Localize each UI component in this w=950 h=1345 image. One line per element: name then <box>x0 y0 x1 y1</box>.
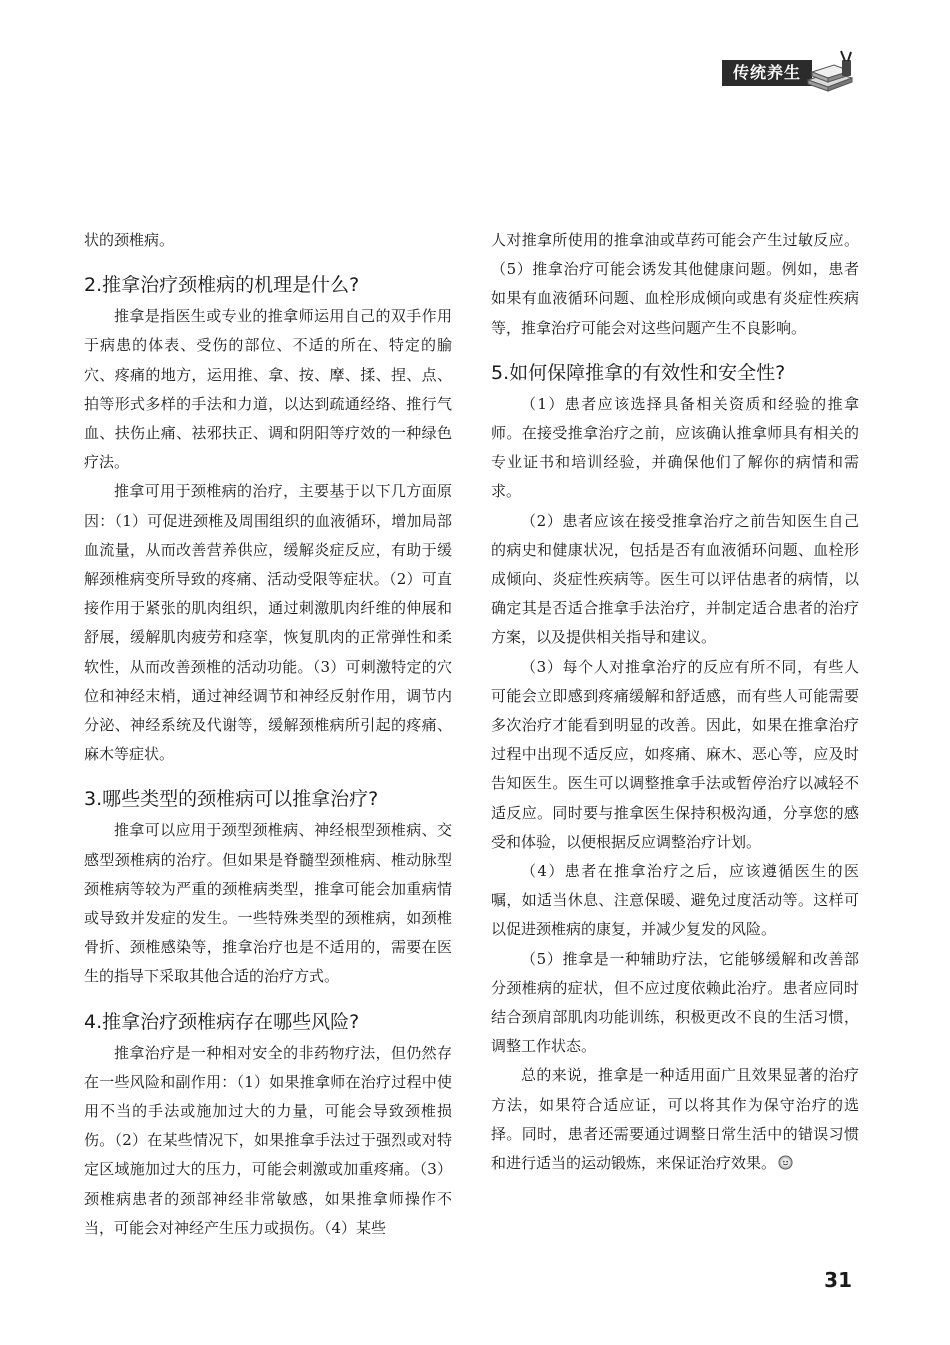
section-heading-3: 3.哪些类型的颈椎病可以推拿治疗? <box>84 788 379 811</box>
final-text: 总的来说，推拿是一种适用面广且效果显著的治疗方法，如果符合适应证，可以将其作为保守治疗的选择。同时，患者还需要通过调整日常生活中的错误习惯和进行适当的运动锻炼，来保证治疗效果。 <box>491 1066 859 1173</box>
paragraph: 推拿可用于颈椎病的治疗，主要基于以下几方面原因：（1）可促进颈椎及周围组织的血液循环，增加局部血流量，从而改善营养供应，缓解炎症反应，有助于缓解颈椎病变所导致的疼痛、活动受限等症状。（2）可直接作用于紧张的肌肉组织，通过刺激肌肉纤维的伸展和舒展，缓解肌肉疲劳和痉挛，恢复肌肉的正常弹性和柔软性，从而改善颈椎的活动功能。（3）可刺激特定的穴位和神经末梢，通过神经调节和神经反射作用，调节内分泌、神经系统及代谢等，缓解颈椎病所引起的疼痛、麻木等症状。 <box>84 482 452 764</box>
paragraph: 推拿是指医生或专业的推拿师运用自己的双手作用于病患的体表、受伤的部位、不适的所在、特定的腧穴、疼痛的地方，运用推、拿、按、摩、揉、捏、点、拍等形式多样的手法和力道，以达到疏通经络、推行气血、扶伤止痛、祛邪扶正、调和阴阳等疗效的一种绿色疗法。 <box>84 307 452 472</box>
paragraph: 状的颈椎病。 <box>84 231 175 249</box>
paragraph-final <box>491 1061 859 1178</box>
section-heading-5: 5.如何保障推拿的有效性和安全性? <box>491 361 786 384</box>
paragraph: （1）患者应该选择具备相关资质和经验的推拿师。在接受推拿治疗之前，应该确认推拿师具有相关的专业证书和培训经验，并确保他们了解你的病情和需求。 <box>491 394 859 501</box>
books-pen-icon <box>806 50 856 92</box>
paragraph: （5）推拿是一种辅助疗法，它能够缓解和改善部分颈椎病的症状，但不应过度依赖此治疗。患者应同时结合颈肩部肌肉功能训练，积极更改不良的生活习惯，调整工作状态。 <box>491 949 859 1056</box>
paragraph: （3）每个人对推拿治疗的反应有所不同，有些人可能会立即感到疼痛缓解和舒适感，而有些人可能需要多次治疗才能看到明显的改善。因此，如果在推拿治疗过程中出现不适反应，如疼痛、麻木、恶心等，应及时告知医生。医生可以调整推拿手法或暂停治疗以减轻不适反应。同时要与推拿医生保持积极沟通，分享您的感受和体验，以便根据反应调整治疗计划。 <box>491 657 859 851</box>
right-column <box>491 226 859 1178</box>
smiley-icon <box>778 1155 793 1170</box>
paragraph: 推拿可以应用于颈型颈椎病、神经根型颈椎病、交感型颈椎病的治疗。但如果是脊髓型颈椎病、椎动脉型颈椎病等较为严重的颈椎病类型，推拿可能会加重病情或导致并发症的发生。一些特殊类型的颈椎病，如颈椎骨折、颈椎感染等，推拿治疗也是不适用的，需要在医生的指导下采取其他合适的治疗方式。 <box>84 821 452 986</box>
paragraph: 推拿治疗是一种相对安全的非药物疗法，但仍然存在一些风险和副作用：（1）如果推拿师在治疗过程中使用不当的手法或施加过大的力量，可能会导致颈椎损伤。（2）在某些情况下，如果推拿手法过于强烈或对特定区域施加过大的压力，可能会刺激或加重疼痛。（3）颈椎病患者的颈部神经非常敏感，如果推拿师操作不当，可能会对神经产生压力或损伤。（4）某些 <box>84 1043 452 1237</box>
paragraph: 人对推拿所使用的推拿油或草药可能会产生过敏反应。（5）推拿治疗可能会诱发其他健康问题。例如，患者如果有血液循环问题、血栓形成倾向或患有炎症性疾病等，推拿治疗可能会对这些问题产生不良影响。 <box>491 231 859 337</box>
paragraph: （4）患者在推拿治疗之后，应该遵循医生的医嘱，如适当休息、注意保暖、避免过度活动等。这样可以促进颈椎病的康复，并减少复发的风险。 <box>491 862 859 939</box>
section-heading-2: 2.推拿治疗颈椎病的机理是什么? <box>84 274 360 297</box>
section-tag: 传统养生 <box>722 60 812 86</box>
section-heading-4: 4.推拿治疗颈椎病存在哪些风险? <box>84 1010 360 1033</box>
page-number: 31 <box>824 1268 852 1292</box>
left-column <box>84 226 452 1243</box>
paragraph: （2）患者应该在接受推拿治疗之前告知医生自己的病史和健康状况，包括是否有血液循环问题、血栓形成倾向、炎症性疾病等。医生可以评估患者的病情，以确定其是否适合推拿手法治疗，并制定适合患者的治疗方案，以及提供相关指导和建议。 <box>491 511 859 647</box>
